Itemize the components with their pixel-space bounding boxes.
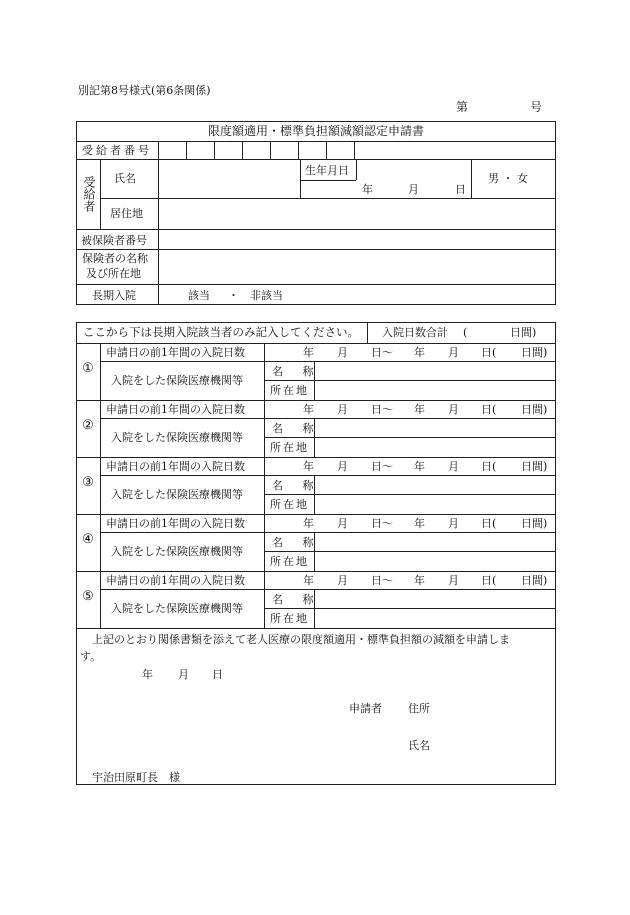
hospital-name-label: 名 称	[272, 479, 322, 492]
from-day-unit: 日〜	[371, 574, 393, 587]
to-day-unit: 日(	[481, 346, 497, 359]
application-month-unit: 月	[178, 668, 189, 681]
days-unit: 日間)	[521, 460, 548, 473]
hospital-name-label: 名 称	[272, 593, 322, 606]
total-days-field[interactable]	[470, 323, 510, 342]
to-month-unit: 月	[448, 346, 459, 359]
dob-month-unit: 月	[408, 183, 419, 196]
to-year-unit: 年	[414, 574, 425, 587]
hospital-location-label: 所在地	[270, 555, 309, 568]
hospital-location-label: 所在地	[270, 612, 309, 625]
to-year-unit: 年	[414, 346, 425, 359]
total-days-label: 入院日数合計	[382, 326, 448, 339]
form-title: 限度額適用・標準負担額減額認定申請書	[207, 124, 425, 138]
from-month-unit: 月	[337, 574, 348, 587]
from-month-unit: 月	[337, 460, 348, 473]
hospital-label: 入院をした保険医療機関等	[111, 545, 243, 558]
hospital-label: 入院をした保険医療機関等	[111, 374, 243, 387]
application-year-unit: 年	[142, 668, 153, 681]
address-field[interactable]	[159, 199, 555, 228]
hospital-name-label: 名 称	[272, 422, 322, 435]
hospital-name-field[interactable]	[315, 362, 555, 379]
hospital-name-label: 名 称	[272, 365, 322, 378]
stay-period-field[interactable]	[265, 401, 555, 418]
insurer-field[interactable]	[159, 250, 555, 283]
from-year-unit: 年	[303, 460, 314, 473]
long-stay-label: 長期入院	[92, 289, 136, 302]
long-stay-separator: ・	[228, 289, 239, 302]
hospital-location-label: 所在地	[270, 441, 309, 454]
statement-line2: す。	[80, 650, 102, 663]
days-label: 申請日の前1年間の入院日数	[106, 403, 245, 416]
hospital-location-field[interactable]	[315, 438, 555, 456]
hospital-label: 入院をした保険医療機関等	[111, 602, 243, 615]
to-month-unit: 月	[448, 403, 459, 416]
days-label: 申請日の前1年間の入院日数	[106, 574, 245, 587]
number-suffix: 号	[530, 100, 543, 114]
recipient-number-label: 受給者番号	[82, 144, 152, 157]
number-prefix: 第	[456, 100, 469, 114]
days-label: 申請日の前1年間の入院日数	[106, 460, 245, 473]
hospital-location-label: 所在地	[270, 384, 309, 397]
hospital-label: 入院をした保険医療機関等	[111, 431, 243, 444]
entry-marker: ③	[82, 475, 94, 490]
entry-marker: ④	[82, 532, 94, 547]
to-day-unit: 日(	[481, 517, 497, 530]
applicant-name-label: 氏名	[408, 739, 430, 752]
days-label: 申請日の前1年間の入院日数	[106, 346, 245, 359]
long-stay-applicable[interactable]: 該当	[188, 289, 210, 302]
applicant-address-field[interactable]	[436, 700, 551, 718]
days-unit: 日間)	[521, 346, 548, 359]
to-day-unit: 日(	[481, 403, 497, 416]
application-day-unit: 日	[212, 668, 223, 681]
form-reference: 別記第8号様式(第6条関係)	[78, 84, 211, 97]
dob-day-unit: 日	[455, 183, 466, 196]
hospital-name-field[interactable]	[315, 419, 555, 436]
to-day-unit: 日(	[481, 460, 497, 473]
recipient-number-cells[interactable]	[159, 142, 354, 158]
from-month-unit: 月	[337, 517, 348, 530]
days-unit: 日間)	[521, 517, 548, 530]
hospital-name-field[interactable]	[315, 533, 555, 550]
insurer-label-line2: 及び所在地	[86, 267, 141, 280]
to-month-unit: 月	[448, 517, 459, 530]
hospital-name-label: 名 称	[272, 536, 322, 549]
hospital-location-field[interactable]	[315, 495, 555, 513]
days-unit: 日間)	[521, 574, 548, 587]
hospital-location-field[interactable]	[315, 552, 555, 570]
long-stay-not-applicable[interactable]: 非該当	[250, 289, 283, 302]
hospital-name-field[interactable]	[315, 590, 555, 607]
applicant-name-field[interactable]	[436, 737, 551, 755]
recipient-group-label: 受給者	[82, 176, 96, 212]
hospital-location-label: 所在地	[270, 498, 309, 511]
dob-field[interactable]	[301, 181, 471, 197]
total-days-unit: 日間)	[510, 326, 537, 339]
applicant-address-label: 住所	[408, 702, 430, 715]
to-month-unit: 月	[448, 460, 459, 473]
name-label: 氏名	[114, 172, 136, 185]
from-year-unit: 年	[303, 517, 314, 530]
from-day-unit: 日〜	[371, 460, 393, 473]
entry-marker: ②	[82, 418, 94, 433]
from-month-unit: 月	[337, 346, 348, 359]
to-month-unit: 月	[448, 574, 459, 587]
applicant-label: 申請者	[349, 702, 382, 715]
hospital-location-field[interactable]	[315, 609, 555, 627]
insured-number-label: 被保険者番号	[81, 234, 147, 247]
to-day-unit: 日(	[481, 574, 497, 587]
hospital-name-field[interactable]	[315, 476, 555, 493]
to-year-unit: 年	[414, 460, 425, 473]
address-label: 居住地	[110, 207, 143, 220]
from-day-unit: 日〜	[371, 346, 393, 359]
from-month-unit: 月	[337, 403, 348, 416]
hospital-label: 入院をした保険医療機関等	[111, 488, 243, 501]
dob-label: 生年月日	[305, 164, 349, 177]
entry-marker: ①	[82, 361, 94, 376]
hospital-location-field[interactable]	[315, 381, 555, 399]
from-year-unit: 年	[303, 574, 314, 587]
from-day-unit: 日〜	[371, 517, 393, 530]
days-unit: 日間)	[521, 403, 548, 416]
dob-year-unit: 年	[362, 183, 373, 196]
long-stay-note: ここから下は長期入院該当者のみ記入してください。	[83, 325, 359, 339]
from-year-unit: 年	[303, 403, 314, 416]
insurer-label-line1: 保険者の名称	[82, 252, 148, 265]
days-label: 申請日の前1年間の入院日数	[106, 517, 245, 530]
to-year-unit: 年	[414, 517, 425, 530]
from-day-unit: 日〜	[371, 403, 393, 416]
entry-marker: ⑤	[82, 589, 94, 604]
to-year-unit: 年	[414, 403, 425, 416]
gender-choice[interactable]: 男 ・ 女	[488, 172, 528, 185]
addressee: 宇治田原町長 様	[92, 771, 180, 784]
from-year-unit: 年	[303, 346, 314, 359]
stay-period-field[interactable]	[265, 344, 555, 361]
stay-period-field[interactable]	[265, 458, 555, 475]
insured-number-field[interactable]	[159, 230, 555, 248]
name-field[interactable]	[159, 160, 299, 197]
statement-line1: 上記のとおり関係書類を添えて老人医療の限度額適用・標準負担額の減額を申請しま	[92, 633, 510, 646]
total-days-open: (	[463, 326, 468, 339]
stay-period-field[interactable]	[265, 572, 555, 589]
stay-period-field[interactable]	[265, 515, 555, 532]
